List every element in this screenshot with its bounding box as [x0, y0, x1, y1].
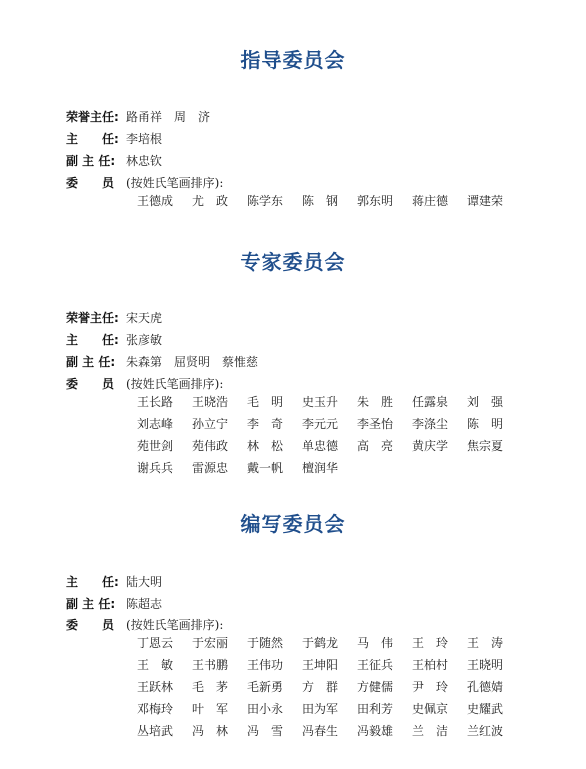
member-name: 朱 胜 [357, 395, 394, 409]
role-label: 荣誉主任: [66, 311, 119, 325]
member-name: 邓梅玲 [137, 702, 174, 716]
role-names: 李培根 [126, 132, 163, 146]
role-names: 陆大明 [126, 575, 163, 589]
member-name: 于鹤龙 [302, 636, 339, 650]
member-row [137, 701, 522, 723]
member-name: 陈学东 [247, 194, 284, 208]
member-name: 王书鹏 [192, 658, 229, 672]
member-name: 于随然 [247, 636, 284, 650]
member-name: 史耀武 [467, 702, 504, 716]
director-line [66, 574, 162, 590]
honorary-director-line [66, 109, 210, 125]
member-name: 王晓明 [467, 658, 504, 672]
member-row [137, 635, 522, 657]
member-list [137, 193, 522, 215]
member-name: 陈 明 [467, 417, 504, 431]
director-line [66, 131, 162, 147]
member-name: 尤 政 [192, 194, 229, 208]
member-name: 兰红波 [467, 724, 504, 738]
sort-note: (按姓氏笔画排序): [126, 377, 224, 391]
deputy-director-line [66, 596, 162, 612]
role-label: 副 主 任: [66, 597, 116, 611]
section-title: 指导委员会 [240, 48, 346, 72]
role-label: 荣誉主任: [66, 110, 119, 124]
member-name: 马 伟 [357, 636, 394, 650]
member-name: 陈 钢 [302, 194, 339, 208]
member-name: 史玉升 [302, 395, 339, 409]
section-title: 编写委员会 [240, 512, 346, 536]
role-names: 张彦敏 [126, 333, 163, 347]
member-name: 田利芳 [357, 702, 394, 716]
member-name: 檀润华 [302, 461, 339, 475]
member-name: 王德成 [137, 194, 174, 208]
member-name: 王长路 [137, 395, 174, 409]
member-name: 林 松 [247, 439, 284, 453]
member-name: 田为军 [302, 702, 339, 716]
role-label: 副 主 任: [66, 355, 116, 369]
member-name: 尹 玲 [412, 680, 449, 694]
member-name: 雷源忠 [192, 461, 229, 475]
member-name: 毛新勇 [247, 680, 284, 694]
role-label: 主 任: [66, 333, 119, 347]
member-name: 方健儒 [357, 680, 394, 694]
member-name: 兰 洁 [412, 724, 449, 738]
member-name: 王 涛 [467, 636, 504, 650]
member-name: 丛培武 [137, 724, 174, 738]
role-label: 委 员 [66, 176, 115, 190]
member-name: 王坤阳 [302, 658, 339, 672]
role-names: 宋天虎 [126, 311, 163, 325]
member-name: 于宏丽 [192, 636, 229, 650]
member-name: 方 群 [302, 680, 339, 694]
sort-note: (按姓氏笔画排序): [126, 176, 224, 190]
member-name: 李圣怡 [357, 417, 394, 431]
member-name: 丁恩云 [137, 636, 174, 650]
member-list [137, 394, 522, 482]
member-name: 李元元 [302, 417, 339, 431]
member-name: 苑伟政 [192, 439, 229, 453]
member-name: 史佩京 [412, 702, 449, 716]
role-names: 朱森第 屈贤明 蔡惟慈 [126, 355, 259, 369]
section-title: 专家委员会 [240, 250, 346, 274]
member-row [137, 723, 522, 745]
role-label: 委 员 [66, 618, 115, 632]
member-name: 王征兵 [357, 658, 394, 672]
member-row [137, 394, 522, 416]
member-name: 任露泉 [412, 395, 449, 409]
member-row [137, 657, 522, 679]
role-names: 陈超志 [126, 597, 163, 611]
member-name: 毛 明 [247, 395, 284, 409]
role-label: 委 员 [66, 377, 115, 391]
member-name: 王 敏 [137, 658, 174, 672]
member-name: 孔德婧 [467, 680, 504, 694]
member-name: 刘 强 [467, 395, 504, 409]
member-name: 冯 雪 [247, 724, 284, 738]
member-name: 冯 林 [192, 724, 229, 738]
member-name: 冯春生 [302, 724, 339, 738]
member-name: 李 奇 [247, 417, 284, 431]
member-name: 单忠德 [302, 439, 339, 453]
member-row [137, 438, 522, 460]
member-name: 高 亮 [357, 439, 394, 453]
member-name: 郭东明 [357, 194, 394, 208]
deputy-director-line [66, 354, 258, 370]
member-name: 王跃林 [137, 680, 174, 694]
member-name: 田小永 [247, 702, 284, 716]
member-name: 王 玲 [412, 636, 449, 650]
member-name: 王晓浩 [192, 395, 229, 409]
member-name: 王柏村 [412, 658, 449, 672]
member-list [137, 635, 522, 745]
member-name: 谭建荣 [467, 194, 504, 208]
member-name: 谢兵兵 [137, 461, 174, 475]
member-name: 苑世剑 [137, 439, 174, 453]
member-name: 冯毅雄 [357, 724, 394, 738]
member-row [137, 679, 522, 701]
member-name: 蒋庄德 [412, 194, 449, 208]
members-line [66, 376, 223, 392]
member-name: 李涤尘 [412, 417, 449, 431]
deputy-director-line [66, 153, 162, 169]
member-row [137, 416, 522, 438]
member-name: 刘志峰 [137, 417, 174, 431]
role-label: 副 主 任: [66, 154, 116, 168]
members-line [66, 617, 223, 633]
role-label: 主 任: [66, 132, 119, 146]
role-names: 林忠钦 [126, 154, 163, 168]
member-name: 孙立宁 [192, 417, 229, 431]
member-name: 毛 茅 [192, 680, 229, 694]
member-name: 焦宗夏 [467, 439, 504, 453]
role-label: 主 任: [66, 575, 119, 589]
members-line [66, 175, 223, 191]
role-names: 路甬祥 周 济 [126, 110, 211, 124]
honorary-director-line [66, 310, 162, 326]
member-name: 戴一帆 [247, 461, 284, 475]
member-name: 王伟功 [247, 658, 284, 672]
director-line [66, 332, 162, 348]
member-row [137, 193, 522, 215]
member-name: 叶 军 [192, 702, 229, 716]
member-row [137, 460, 522, 482]
member-name: 黄庆学 [412, 439, 449, 453]
sort-note: (按姓氏笔画排序): [126, 618, 224, 632]
